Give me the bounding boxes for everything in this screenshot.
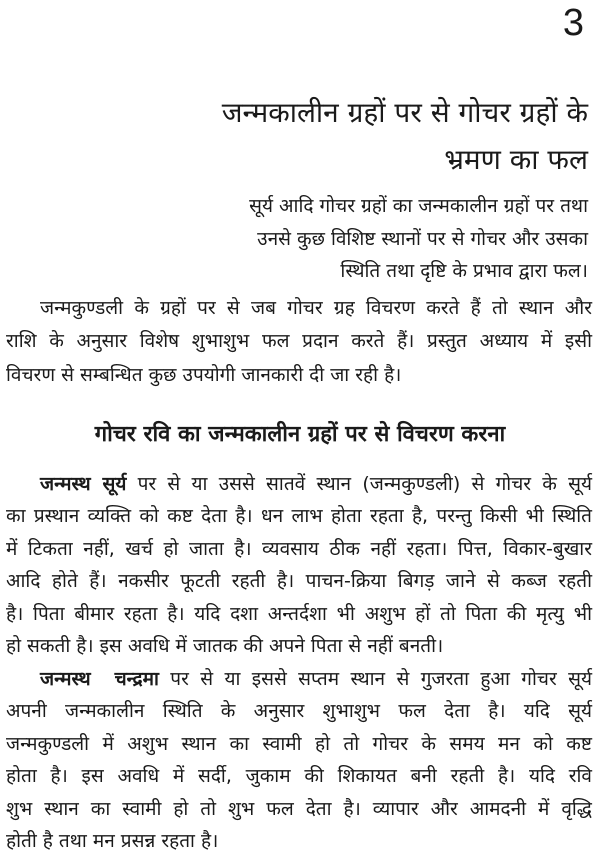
intro-line-3: विचरण से सम्बन्धित कुछ उपयोगी जानकारी दी जा रही है। bbox=[6, 364, 402, 386]
para2-line-1 bbox=[40, 665, 592, 691]
para2-line-6: होती है तथा मन प्रसन्न रहता है। bbox=[6, 830, 219, 852]
chapter-title-line-2: भ्रमण का फल bbox=[444, 143, 588, 176]
intro-line-1: जन्मकुण्डली के ग्रहों पर से जब गोचर ग्रह विचरण करते हैं तो स्थान और bbox=[40, 297, 592, 319]
para1-lead: जन्मस्थ सूर्य bbox=[40, 473, 127, 495]
para2-line-4: होता है। इस अवधि में सर्दी, जुकाम की शिकायत बनी रहती है। यदि रवि bbox=[6, 765, 592, 787]
para1-line-1 bbox=[40, 470, 592, 496]
para1-line-4: आदि होते हैं। नकसीर फूटती रहती है। पाचन-क्रिया बिगड़ जाने से कब्ज रहती bbox=[6, 570, 592, 592]
para2-lead: जन्मस्थ चन्द्रमा bbox=[40, 668, 159, 690]
para1-line-6: हो सकती है। इस अवधि में जातक की अपने पिता से नहीं बनती। bbox=[6, 635, 444, 657]
section-heading: गोचर रवि का जन्मकालीन ग्रहों पर से विचरण करना bbox=[94, 422, 506, 447]
para1-line-1-text: पर से या उससे सातवें स्थान (जन्मकुण्डली) से गोचर के सूर्य bbox=[126, 473, 593, 495]
para1-line-3: में टिकता नहीं, खर्च हो जाता है। व्यवसाय ठीक नहीं रहता। पित्त, विकार-बुखार bbox=[6, 538, 592, 560]
para2-line-5: शुभ स्थान का स्वामी हो तो शुभ फल देता है। व्यापार और आमदनी में वृद्धि bbox=[6, 798, 592, 820]
chapter-title-line-1: जन्मकालीन ग्रहों पर से गोचर ग्रहों के bbox=[221, 96, 588, 129]
chapter-subtitle-line-1: सूर्य आदि गोचर ग्रहों का जन्मकालीन ग्रहों पर तथा bbox=[249, 195, 588, 217]
para1-line-5: है। पिता बीमार रहता है। यदि दशा अन्तर्दशा भी अशुभ हों तो पिता की मृत्यु भी bbox=[6, 603, 592, 625]
page-number: 3 bbox=[562, 2, 584, 44]
intro-line-2: राशि के अनुसार विशेष शुभाशुभ फल प्रदान करते हैं। प्रस्तुत अध्याय में इसी bbox=[6, 330, 592, 352]
para2-line-1-text: पर से या इससे सप्तम स्थान से गुजरता हुआ गोचर सूर्य bbox=[158, 668, 592, 690]
chapter-subtitle-line-3: स्थिति तथा दृष्टि के प्रभाव द्वारा फल। bbox=[340, 260, 588, 282]
chapter-subtitle-line-2: उनसे कुछ विशिष्ट स्थानों पर से गोचर और उसका bbox=[257, 228, 588, 250]
para2-line-3: जन्मकुण्डली में अशुभ स्थान का स्वामी हो तो गोचर के समय मन को कष्ट bbox=[6, 733, 592, 755]
para2-line-2: अपनी जन्मकालीन स्थिति के अनुसार शुभाशुभ फल देता है। यदि सूर्य bbox=[6, 700, 592, 722]
para1-line-2: का प्रस्थान व्यक्ति को कष्ट देता है। धन लाभ होता रहता है, परन्तु किसी भी स्थिति bbox=[6, 505, 592, 527]
